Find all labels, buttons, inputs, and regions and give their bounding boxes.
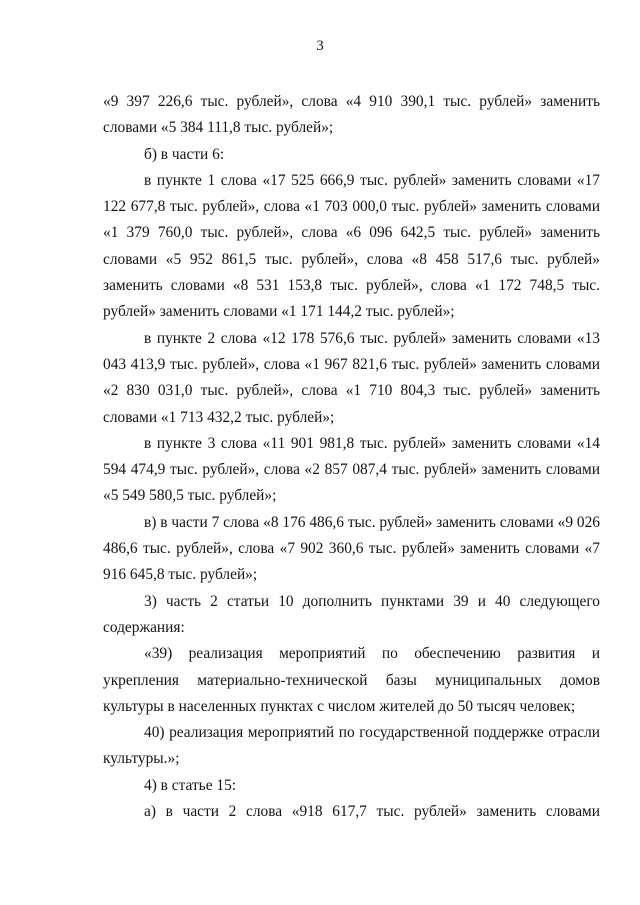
paragraph: «39) реализация мероприятий по обеспечению развития и укрепления материально-технической базы муниципальных домов культуры в населенных пунктах с числом жителей до 50 тысяч человек; (103, 645, 600, 715)
paragraph: в) в части 7 слова «8 176 486,6 тыс. рублей» заменить словами «9 026 486,6 тыс. рублей», слова «7 902 360,6 тыс. рублей» заменить словами «7 916 645,8 тыс. рублей»; (103, 513, 600, 584)
paragraph: а) в части 2 слова «918 617,7 тыс. рублей» заменить словами (144, 803, 600, 821)
paragraph: б) в части 6: (144, 145, 225, 163)
paragraph: в пункте 1 слова «17 525 666,9 тыс. рублей» заменить словами «17 122 677,8 тыс. рублей», слова «1 703 000,0 тыс. рублей» заменить словами «1 379 760,0 тыс. рублей», слова «6 096 642,5 тыс. рублей» заменить словами «5 952 861,5 тыс. рублей», слова «8 458 517,6 тыс. рублей» заменить словами «8 531 153,8 тыс. рублей», слова «1 172 748,5 тыс. рублей» заменить словами «1 171 144,2 тыс. рублей»; (103, 171, 600, 321)
document-body (103, 89, 600, 825)
page-number: 3 (316, 38, 324, 54)
paragraph: 40) реализация мероприятий по государственной поддержке отрасли культуры.»; (103, 724, 600, 768)
paragraph: 3) часть 2 статьи 10 дополнить пунктами 39 и 40 следующего содержания: (103, 592, 600, 636)
paragraph: «9 397 226,6 тыс. рублей», слова «4 910 390,1 тыс. рублей» заменить словами «5 384 111,8 тыс. рублей»; (103, 93, 600, 137)
paragraph: в пункте 3 слова «11 901 981,8 тыс. рублей» заменить словами «14 594 474,9 тыс. рублей», слова «2 857 087,4 тыс. рублей» заменить словами «5 549 580,5 тыс. рублей»; (103, 434, 600, 505)
paragraph: в пункте 2 слова «12 178 576,6 тыс. рублей» заменить словами «13 043 413,9 тыс. рублей», слова «1 967 821,6 тыс. рублей» заменить словами «2 830 031,0 тыс. рублей», слова «1 710 804,3 тыс. рублей» заменить словами «1 713 432,2 тыс. рублей»; (103, 329, 600, 426)
paragraph: 4) в статье 15: (144, 776, 237, 794)
